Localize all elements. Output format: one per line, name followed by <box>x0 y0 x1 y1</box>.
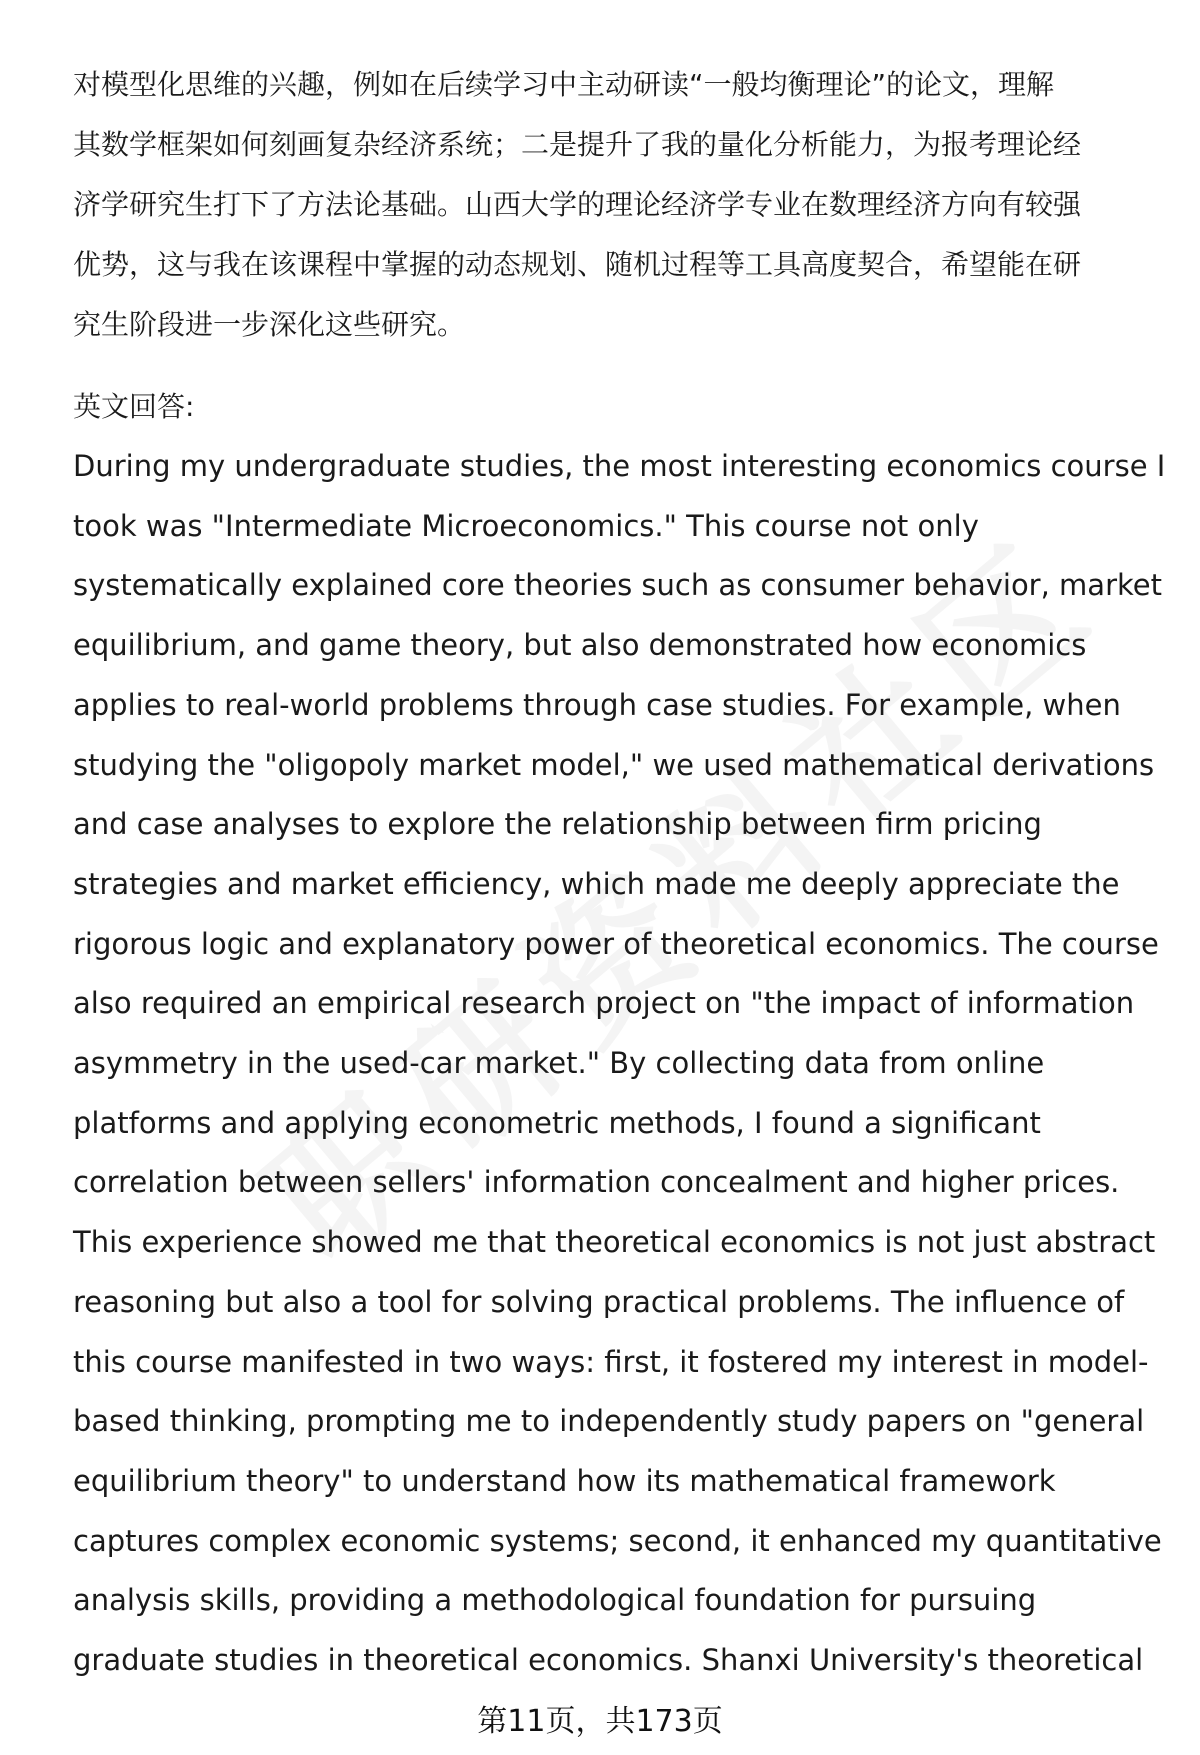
text-line: rigorous logic and explanatory power of theoretical economics. The course <box>73 926 1159 961</box>
text-line: also required an empirical research project on "the impact of information <box>73 986 1135 1021</box>
text-line: During my undergraduate studies, the most interesting economics course I <box>73 449 1166 483</box>
text-line: based thinking, prompting me to independently study papers on "general <box>73 1404 1145 1439</box>
text-line: 济学研究生打下了方法论基础。山西大学的理论经济学专业在数理经济方向有较强 <box>73 188 1082 221</box>
english-answer-label: 英文回答: <box>73 390 195 423</box>
text-line: graduate studies in theoretical economics. Shanxi University's theoretical <box>73 1643 1144 1678</box>
text-line: captures complex economic systems; second, it enhanced my quantitative <box>73 1523 1162 1558</box>
text-line: equilibrium theory" to understand how its mathematical framework <box>73 1463 1056 1498</box>
text-line: This experience showed me that theoretical economics is not just abstract <box>73 1225 1156 1260</box>
text-line: strategies and market efficiency, which made me deeply appreciate the <box>73 866 1120 901</box>
text-line: correlation between sellers' information concealment and higher prices. <box>73 1165 1120 1200</box>
text-line: took was "Intermediate Microeconomics." This course not only <box>73 508 979 543</box>
english-answer-paragraph <box>73 437 1166 1691</box>
text-line: 其数学框架如何刻画复杂经济系统；二是提升了我的量化分析能力，为报考理论经 <box>73 128 1082 161</box>
document-page <box>73 55 1166 1691</box>
text-line: 究生阶段进一步深化这些研究。 <box>73 308 466 341</box>
text-line: asymmetry in the used-car market." By collecting data from online <box>73 1046 1045 1081</box>
text-line: systematically explained core theories such as consumer behavior, market <box>73 568 1162 603</box>
text-line: applies to real-world problems through case studies. For example, when <box>73 687 1121 722</box>
page-number-footer: 第11页，共173页 <box>477 1704 723 1739</box>
text-line: studying the "oligopoly market model," we used mathematical derivations <box>73 747 1155 782</box>
text-line: and case analyses to explore the relationship between firm pricing <box>73 807 1042 842</box>
text-line: 优势，这与我在该课程中掌握的动态规划、随机过程等工具高度契合，希望能在研 <box>73 248 1082 281</box>
text-line: platforms and applying econometric methods, I found a significant <box>73 1105 1041 1140</box>
text-line: analysis skills, providing a methodological foundation for pursuing <box>73 1583 1037 1618</box>
text-line: this course manifested in two ways: first, it fostered my interest in model- <box>73 1344 1149 1379</box>
chinese-answer-paragraph <box>73 55 1153 355</box>
text-line: reasoning but also a tool for solving practical problems. The influence of <box>73 1284 1125 1319</box>
text-line: equilibrium, and game theory, but also demonstrated how economics <box>73 628 1087 663</box>
text-line: 对模型化思维的兴趣，例如在后续学习中主动研读“一般均衡理论”的论文，理解 <box>73 68 1055 101</box>
